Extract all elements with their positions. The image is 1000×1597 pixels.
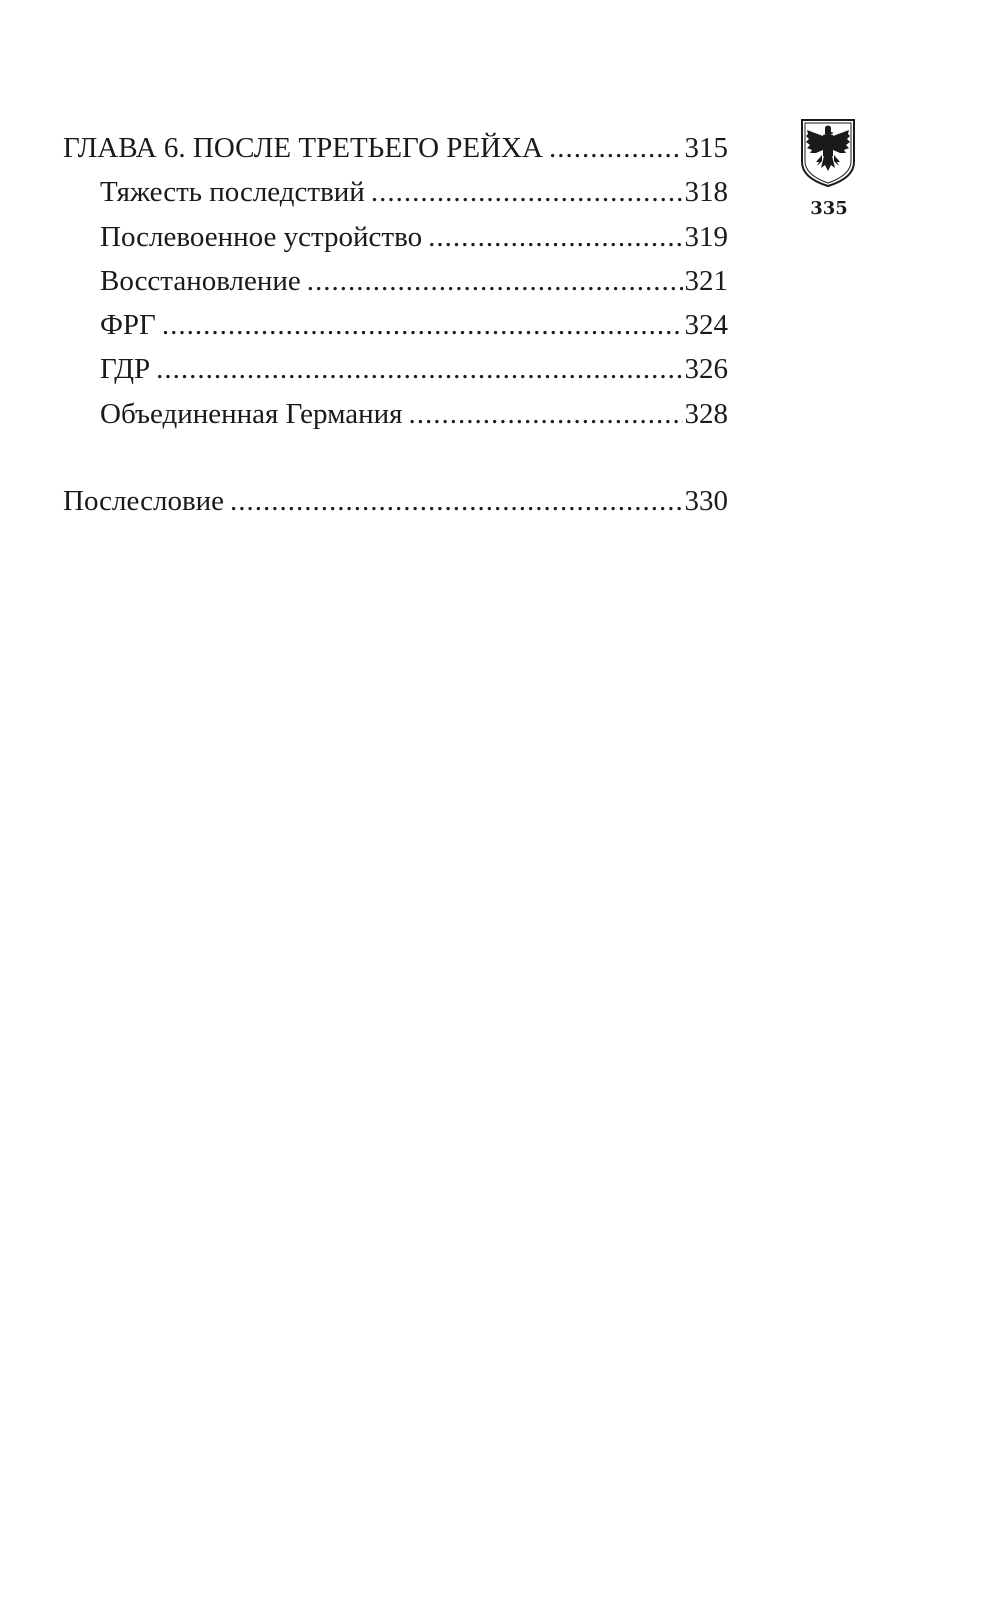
toc-entry-page: 319 [684, 220, 728, 253]
toc-entry-title: ГДР [100, 353, 151, 386]
toc-entry-page: 321 [684, 264, 728, 297]
toc-entry-page: 328 [684, 397, 728, 430]
dot-leader [549, 126, 683, 170]
toc-entry-page: 315 [684, 132, 728, 164]
dot-leader [371, 170, 683, 214]
toc-entry-section [63, 347, 728, 391]
toc-entry-title: ФРГ [100, 309, 156, 342]
toc-entry-section [63, 303, 728, 347]
dot-leader [428, 215, 682, 259]
dot-leader [162, 303, 683, 347]
dot-leader [156, 347, 682, 391]
toc-entry-title: Объединенная Германия [100, 397, 403, 430]
toc-entry-title: Тяжесть последствий [100, 176, 365, 209]
toc-entry-title: Послесловие [63, 485, 225, 518]
toc-entry-afterword [63, 479, 728, 523]
toc-entry-title: Восстановление [100, 264, 301, 297]
dot-leader [307, 259, 683, 303]
dot-leader [409, 392, 683, 436]
eagle-shield-icon [800, 118, 856, 188]
dot-leader [230, 479, 682, 523]
toc-entry-title: ГЛАВА 6. ПОСЛЕ ТРЕТЬЕГО РЕЙХА [63, 132, 543, 164]
toc-entry-section [63, 215, 728, 259]
toc-entry-page: 326 [684, 353, 728, 386]
toc-entry-section [63, 259, 728, 303]
toc-entry-page: 324 [684, 309, 728, 342]
table-of-contents [63, 126, 728, 523]
toc-entry-title: Послевоенное устройство [100, 220, 423, 253]
toc-entry-section [63, 392, 728, 436]
toc-entry-page: 318 [684, 176, 728, 209]
page-number: 335 [810, 198, 848, 219]
toc-entry-section [63, 170, 728, 214]
toc-entry-page: 330 [684, 485, 728, 518]
toc-entry-chapter-6 [63, 126, 728, 170]
